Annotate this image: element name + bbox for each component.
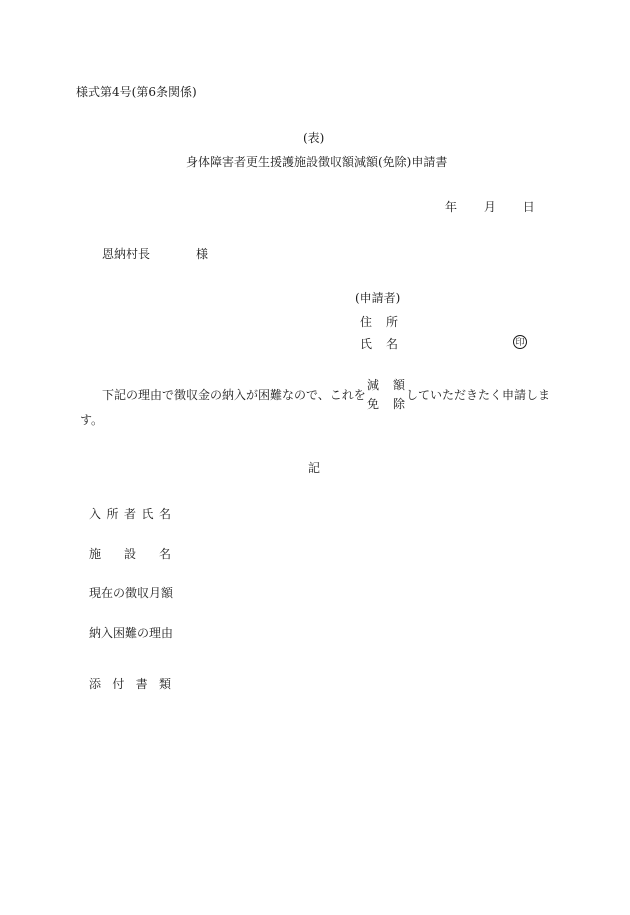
date-line (445, 201, 535, 213)
choice-reduction-char: 減 (367, 378, 380, 392)
item-char: 施 (89, 547, 102, 561)
body-text-before: 下記の理由で徴収金の納入が困難なので、これを (102, 388, 366, 402)
item-char: 添 (89, 677, 102, 691)
item-char: 類 (158, 677, 171, 691)
form-number: 様式第4号(第6条関係) (76, 85, 197, 99)
item-resident-name (89, 508, 171, 520)
item-payment-difficulty-reason: 納入困難の理由 (89, 626, 174, 640)
item-char: 名 (158, 507, 171, 521)
item-char: 氏 (141, 507, 154, 521)
applicant-address-label (360, 316, 398, 328)
choice-reduction (367, 379, 405, 391)
choice-exemption-char: 免 (367, 397, 380, 411)
item-char: 入 (89, 507, 102, 521)
item-char: 所 (106, 507, 119, 521)
date-month-label: 月 (483, 200, 496, 214)
item-char: 書 (135, 677, 148, 691)
item-char: 設 (123, 547, 136, 561)
addressee-honorific: 様 (196, 247, 209, 261)
choice-exemption (367, 398, 405, 410)
choice-exemption-char: 除 (392, 397, 405, 411)
side-label: (表) (303, 131, 325, 145)
address-label-char: 所 (385, 315, 398, 329)
item-attached-documents (89, 678, 171, 690)
date-day-label: 日 (522, 200, 535, 214)
document-title: 身体障害者更生援護施設徴収額減額(免除)申請書 (186, 155, 448, 169)
body-text-continuation: す。 (80, 413, 104, 427)
name-label-char: 氏 (360, 337, 373, 351)
addressee-name: 恩納村長 (102, 247, 151, 261)
item-char: 者 (123, 507, 136, 521)
item-char: 名 (158, 547, 171, 561)
item-facility-name (89, 548, 171, 560)
item-current-monthly-fee: 現在の徴収月額 (89, 586, 174, 600)
address-label-char: 住 (360, 315, 373, 329)
item-char: 付 (112, 677, 125, 691)
seal-stamp: 印 (513, 335, 527, 349)
applicant-name-label (360, 338, 398, 350)
choice-reduction-char: 額 (392, 378, 405, 392)
name-label-char: 名 (385, 337, 398, 351)
applicant-heading: (申請者) (355, 291, 401, 305)
date-year-label: 年 (445, 200, 458, 214)
ki-label: 記 (308, 461, 321, 475)
body-text-after: していただきたく申請しま (406, 388, 551, 402)
